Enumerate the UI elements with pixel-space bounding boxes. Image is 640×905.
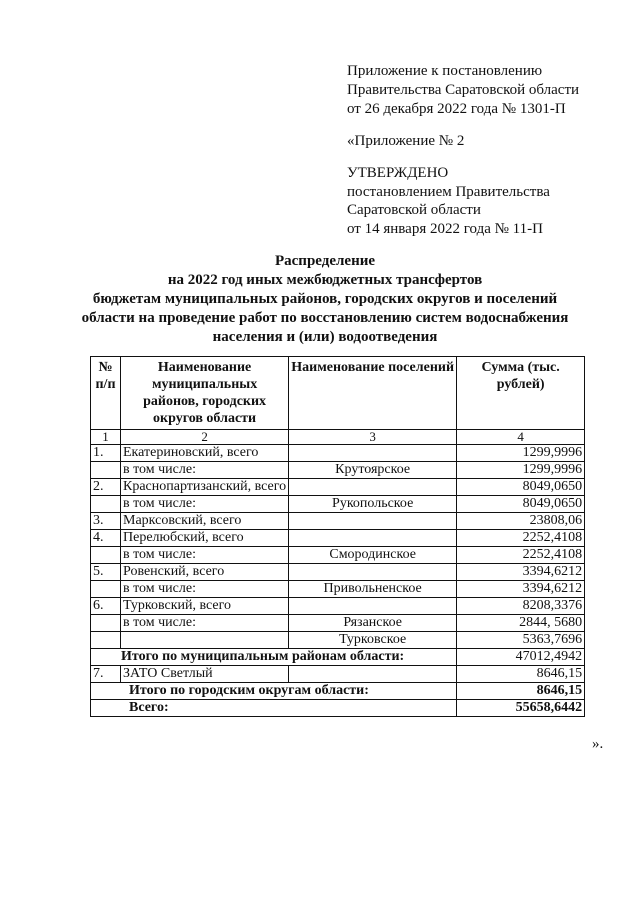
row-sum: 23808,06 xyxy=(457,513,585,530)
table-row xyxy=(91,598,585,615)
row-district: Перелюбский, всего xyxy=(121,530,289,547)
row-settlement: Привольненское xyxy=(289,581,457,598)
table-row xyxy=(91,479,585,496)
row-district: Краснопартизанский, всего xyxy=(121,479,289,496)
row-district: Екатериновский, всего xyxy=(121,445,289,462)
row-district: в том числе: xyxy=(121,547,289,564)
approved-line-2: Саратовской области xyxy=(347,202,481,218)
row-sum: 8208,3376 xyxy=(457,598,585,615)
table-row xyxy=(91,530,585,547)
row-sum: 1299,9996 xyxy=(457,445,585,462)
row-district: ЗАТО Светлый xyxy=(121,666,289,683)
appendix-line-2: Правительства Саратовской области xyxy=(347,82,580,98)
subtotal-okrugs-row xyxy=(91,683,585,700)
title-line: на 2022 год иных межбюджетных трансфертов xyxy=(167,272,483,288)
row-district xyxy=(121,632,289,649)
row-number xyxy=(91,462,121,479)
row-settlement: Смородинское xyxy=(289,547,457,564)
appendix-line-3: от 26 декабря 2022 года № 1301-П xyxy=(347,101,566,117)
total-sum: 55658,6442 xyxy=(457,700,585,717)
row-sum: 2252,4108 xyxy=(457,547,585,564)
row-number: 7. xyxy=(91,666,121,683)
row-number: 5. xyxy=(91,564,121,581)
column-number: 4 xyxy=(457,430,585,445)
column-number: 3 xyxy=(289,430,457,445)
table-row xyxy=(91,666,585,683)
row-district: в том числе: xyxy=(121,496,289,513)
total-row xyxy=(91,700,585,717)
appendix-line-1: Приложение к постановлению xyxy=(347,63,543,79)
table-body xyxy=(91,445,585,649)
title-line: населения и (или) водоотведения xyxy=(212,329,438,345)
row-number: 6. xyxy=(91,598,121,615)
total-label: Всего: xyxy=(91,700,457,717)
row-sum: 2252,4108 xyxy=(457,530,585,547)
subtotal-districts-label: Итого по муниципальным районам области: xyxy=(91,649,457,666)
document-title xyxy=(60,252,590,347)
row-settlement: Рязанское xyxy=(289,615,457,632)
row-sum: 1299,9996 xyxy=(457,462,585,479)
approved-label: УТВЕРЖДЕНО xyxy=(347,165,449,181)
row-number xyxy=(91,581,121,598)
header-settlement: Наименование поселений xyxy=(289,357,457,430)
row-district: в том числе: xyxy=(121,615,289,632)
row-sum: 8049,0650 xyxy=(457,496,585,513)
row-district: Ровенский, всего xyxy=(121,564,289,581)
column-numbers-row xyxy=(91,430,585,445)
row-sum: 3394,6212 xyxy=(457,564,585,581)
header-number: № п/п xyxy=(91,357,121,430)
row-district: в том числе: xyxy=(121,462,289,479)
row-settlement xyxy=(289,479,457,496)
row-number xyxy=(91,615,121,632)
row-settlement xyxy=(289,598,457,615)
row-sum: 2844, 5680 xyxy=(457,615,585,632)
subtotal-districts-row xyxy=(91,649,585,666)
row-settlement xyxy=(289,513,457,530)
row-settlement xyxy=(289,530,457,547)
distribution-table xyxy=(90,356,585,717)
row-settlement xyxy=(289,445,457,462)
row-number xyxy=(91,496,121,513)
table-row xyxy=(91,581,585,598)
approved-line-3: от 14 января 2022 года № 11-П xyxy=(347,221,543,237)
approved-line-1: постановлением Правительства xyxy=(347,184,550,200)
row-number: 2. xyxy=(91,479,121,496)
subtotal-okrugs-sum: 8646,15 xyxy=(457,683,585,700)
row-settlement xyxy=(289,666,457,683)
row-settlement: Рукопольское xyxy=(289,496,457,513)
appendix-number: «Приложение № 2 xyxy=(347,133,465,149)
row-settlement: Турковское xyxy=(289,632,457,649)
table-header-row xyxy=(91,357,585,430)
header-sum: Сумма (тыс. рублей) xyxy=(457,357,585,430)
row-sum: 8646,15 xyxy=(457,666,585,683)
row-number xyxy=(91,632,121,649)
table-row xyxy=(91,564,585,581)
table-row xyxy=(91,513,585,530)
title-line: Распределение xyxy=(274,253,376,269)
header-district: Наименование муниципальных районов, городских округов области xyxy=(121,357,289,430)
subtotal-districts-sum: 47012,4942 xyxy=(457,649,585,666)
row-district: Марксовский, всего xyxy=(121,513,289,530)
title-line: области на проведение работ по восстановлению систем водоснабжения xyxy=(81,310,569,326)
column-number: 1 xyxy=(91,430,121,445)
row-district: в том числе: xyxy=(121,581,289,598)
table-row xyxy=(91,632,585,649)
table-row xyxy=(91,547,585,564)
table-row xyxy=(91,496,585,513)
row-number: 4. xyxy=(91,530,121,547)
row-sum: 8049,0650 xyxy=(457,479,585,496)
table-row xyxy=(91,462,585,479)
column-number: 2 xyxy=(121,430,289,445)
row-number xyxy=(91,547,121,564)
row-settlement xyxy=(289,564,457,581)
table-row xyxy=(91,445,585,462)
row-sum: 3394,6212 xyxy=(457,581,585,598)
closing-quote: ». xyxy=(592,736,604,752)
table-row xyxy=(91,615,585,632)
row-district: Турковский, всего xyxy=(121,598,289,615)
row-number: 1. xyxy=(91,445,121,462)
row-number: 3. xyxy=(91,513,121,530)
row-settlement: Крутоярское xyxy=(289,462,457,479)
subtotal-okrugs-label: Итого по городским округам области: xyxy=(91,683,457,700)
row-sum: 5363,7696 xyxy=(457,632,585,649)
title-line: бюджетам муниципальных районов, городских округов и поселений xyxy=(92,291,558,307)
